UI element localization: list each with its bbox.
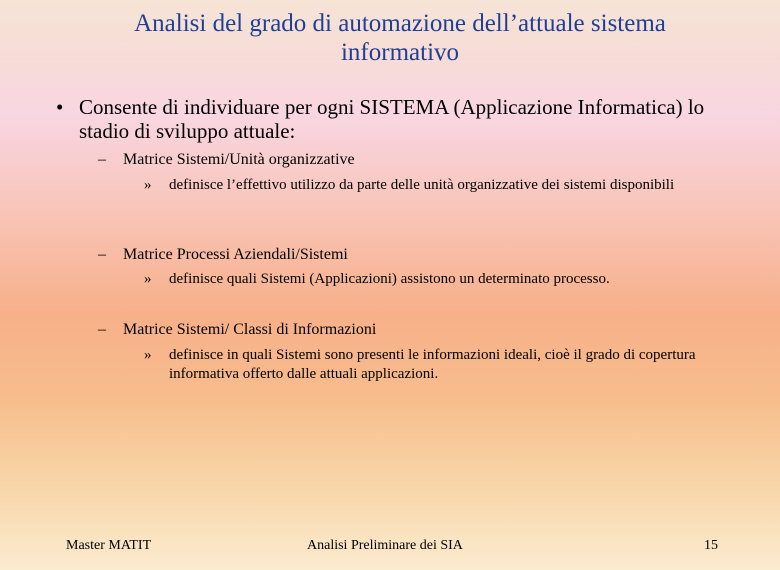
sub-item-description: definisce l’effettivo utilizzo da parte delle unità organizzative dei sistemi disponibili <box>169 177 675 193</box>
sub-item-label: Matrice Sistemi/Unità organizzative <box>123 151 355 168</box>
arrow-icon: » <box>144 347 152 363</box>
dash-icon: – <box>98 151 106 168</box>
main-bullet-text: Consente di individuare per ogni SISTEMA (Applicazione Informatica) lo stadio di sviluppo attuale: <box>79 95 705 143</box>
bullet-dot-icon: • <box>56 95 64 119</box>
footer-left: Master MATIT <box>66 538 152 553</box>
arrow-icon: » <box>144 271 152 287</box>
footer-center: Analisi Preliminare dei SIA <box>307 538 463 553</box>
slide-title-line-1: Analisi del grado di automazione dell’attuale sistema <box>134 10 666 37</box>
sub-item-description: definisce quali Sistemi (Applicazioni) assistono un determinato processo. <box>169 271 610 287</box>
slide-title <box>20 9 780 67</box>
sub-item-label: Matrice Processi Aziendali/Sistemi <box>123 246 348 263</box>
dash-icon: – <box>98 246 106 263</box>
sub-item-label: Matrice Sistemi/ Classi di Informazioni <box>123 321 377 338</box>
page-number: 15 <box>704 538 718 553</box>
arrow-icon: » <box>144 177 152 193</box>
sub-item-description: definisce in quali Sistemi sono presenti le informazioni ideali, cioè il grado di copertura informativa offerto dalle attuali applicazioni. <box>169 347 696 382</box>
dash-icon: – <box>98 321 106 338</box>
slide-title-line-2: informativo <box>340 39 460 66</box>
